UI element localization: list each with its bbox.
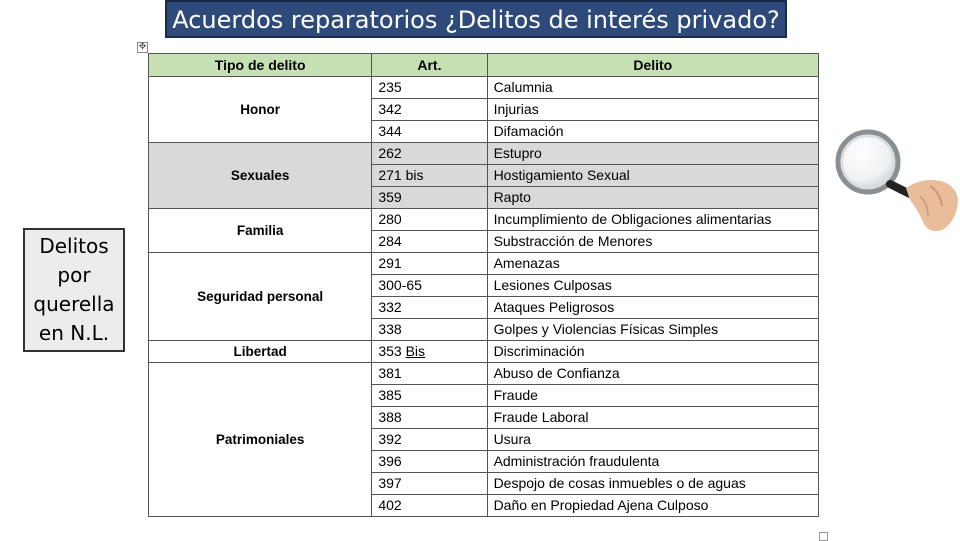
delito-cell: Injurias (487, 99, 818, 121)
delito-cell: Difamación (487, 121, 818, 143)
table-row (149, 363, 819, 385)
article-cell: 291 (372, 253, 487, 275)
delito-cell: Amenazas (487, 253, 818, 275)
table-row (149, 143, 819, 165)
magnifying-glass-icon (832, 126, 960, 236)
delito-cell: Lesiones Culposas (487, 275, 818, 297)
article-cell (372, 341, 487, 363)
table-row (149, 77, 819, 99)
article-cell: 300-65 (372, 275, 487, 297)
table-body (149, 77, 819, 517)
article-suffix: Bis (405, 343, 426, 359)
category-cell: Libertad (149, 341, 372, 363)
table-move-handle-icon[interactable]: ✥ (138, 42, 147, 52)
article-cell: 392 (372, 429, 487, 451)
side-label-text: Delitos por querella en N.L. (33, 234, 115, 345)
delito-cell: Substracción de Menores (487, 231, 818, 253)
article-cell: 332 (372, 297, 487, 319)
delito-cell: Daño en Propiedad Ajena Culposo (487, 495, 818, 517)
article-cell: 396 (372, 451, 487, 473)
article-cell: 388 (372, 407, 487, 429)
article-cell: 338 (372, 319, 487, 341)
header-art: Art. (372, 54, 487, 77)
delito-cell: Discriminación (487, 341, 818, 363)
delito-cell: Hostigamiento Sexual (487, 165, 818, 187)
article-cell: 402 (372, 495, 487, 517)
article-cell: 359 (372, 187, 487, 209)
delito-cell: Abuso de Confianza (487, 363, 818, 385)
delito-cell: Fraude (487, 385, 818, 407)
header-delito: Delito (487, 54, 818, 77)
delito-cell: Despojo de cosas inmuebles o de aguas (487, 473, 818, 495)
slide-title: Acuerdos reparatorios ¿Delitos de interés privado? (165, 0, 787, 38)
category-cell: Sexuales (149, 143, 372, 209)
article-cell: 342 (372, 99, 487, 121)
category-cell: Familia (149, 209, 372, 253)
article-cell: 271 bis (372, 165, 487, 187)
article-cell: 280 (372, 209, 487, 231)
delito-cell: Ataques Peligrosos (487, 297, 818, 319)
crimes-table (148, 53, 819, 517)
side-label-box (23, 228, 125, 352)
category-cell: Seguridad personal (149, 253, 372, 341)
table-row (149, 253, 819, 275)
article-cell: 284 (372, 231, 487, 253)
article-cell: 344 (372, 121, 487, 143)
delito-cell: Estupro (487, 143, 818, 165)
article-cell: 235 (372, 77, 487, 99)
delito-cell: Incumplimiento de Obligaciones alimentarias (487, 209, 818, 231)
table-header-row (149, 54, 819, 77)
article-cell: 381 (372, 363, 487, 385)
article-cell: 385 (372, 385, 487, 407)
delito-cell: Calumnia (487, 77, 818, 99)
delito-cell: Administración fraudulenta (487, 451, 818, 473)
table-row (149, 341, 819, 363)
delito-cell: Usura (487, 429, 818, 451)
table-row (149, 209, 819, 231)
article-cell: 262 (372, 143, 487, 165)
article-cell: 397 (372, 473, 487, 495)
delito-cell: Fraude Laboral (487, 407, 818, 429)
article-number: 353 (378, 343, 406, 359)
delito-cell: Rapto (487, 187, 818, 209)
header-tipo-de-delito: Tipo de delito (149, 54, 372, 77)
category-cell: Patrimoniales (149, 363, 372, 517)
category-cell: Honor (149, 77, 372, 143)
delito-cell: Golpes y Violencias Físicas Simples (487, 319, 818, 341)
